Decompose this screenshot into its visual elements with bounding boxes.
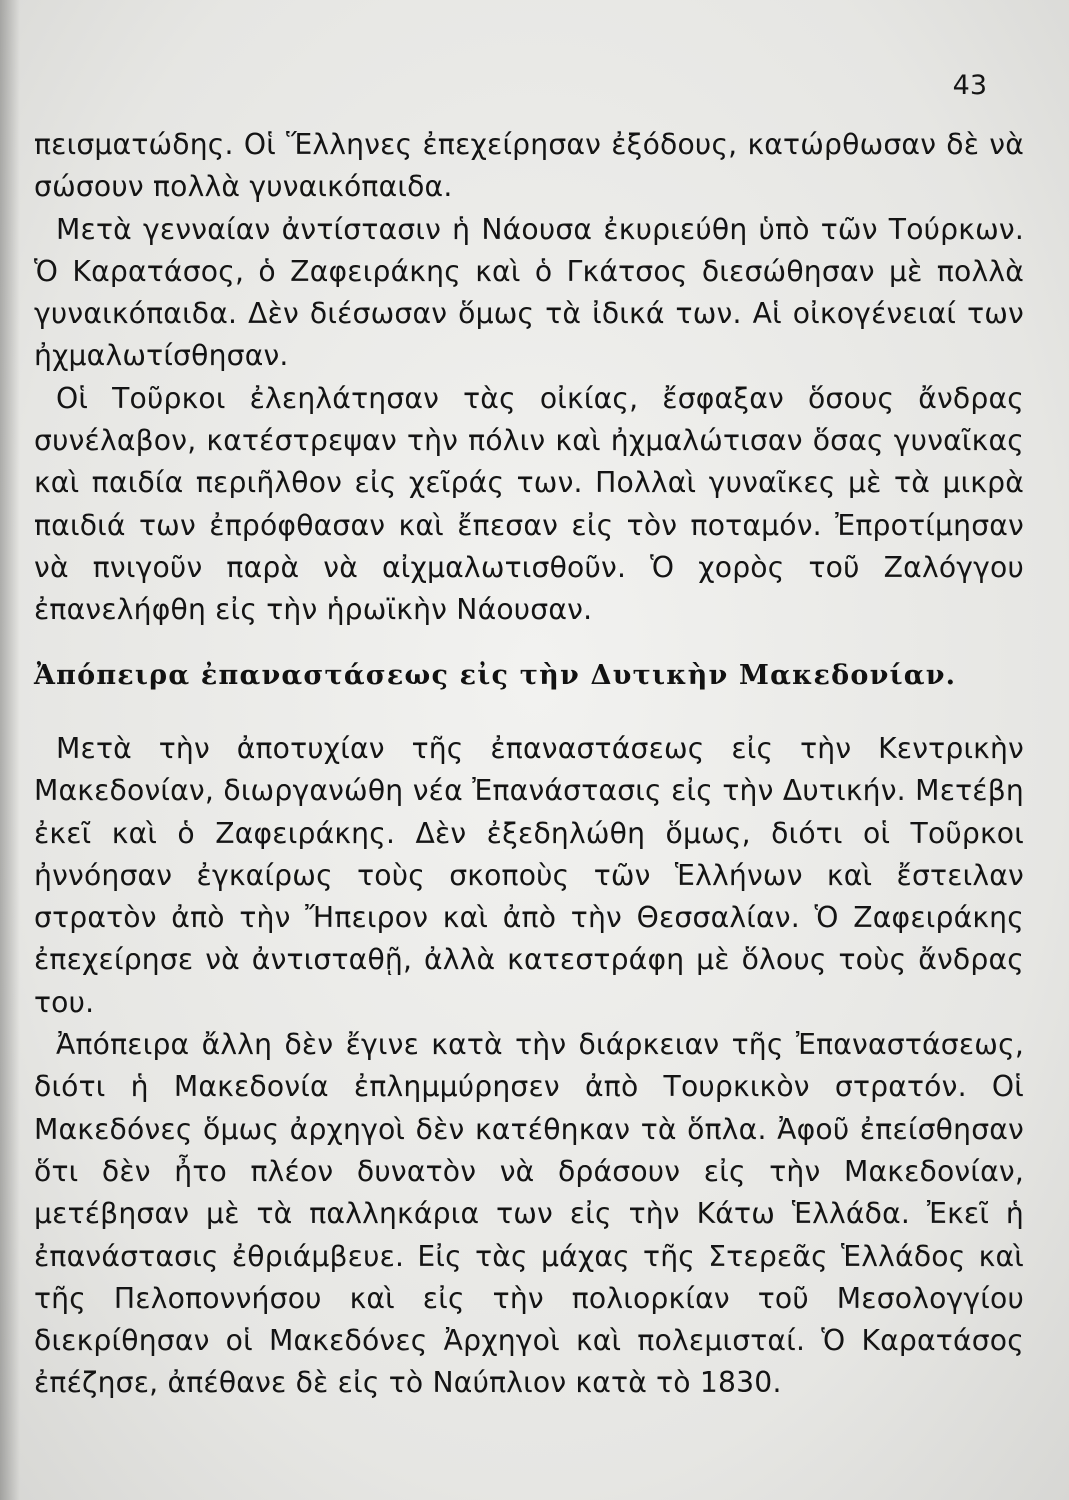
text-block-western-macedonia <box>34 728 1024 1405</box>
section-heading: Ἀπόπειρα ἐπαναστάσεως εἰς τὴν Δυτικὴν Μακεδονίαν. <box>34 660 957 691</box>
text-block-naousa <box>34 124 1024 632</box>
paragraph: Μετὰ γενναίαν ἀντίστασιν ἡ Νάουσα ἐκυριεύθη ὑπὸ τῶν Τούρκων. Ὁ Καρατάσος, ὁ Ζαφειράκης καὶ ὁ Γκάτσος διεσώθησαν μὲ πολλὰ γυναικόπαιδα. Δὲν διέσωσαν ὅμως τὰ ἰδικά των. Αἱ οἰκογένειαί των ἠχμαλωτίσθησαν. <box>34 212 1024 373</box>
paragraph: Μετὰ τὴν ἀποτυχίαν τῆς ἐπαναστάσεως εἰς τὴν Κεντρικὴν Μακεδονίαν, διωργανώθη νέα Ἐπανάστασις εἰς τὴν Δυτικήν. Μετέβη ἐκεῖ καὶ ὁ Ζαφειράκης. Δὲν ἐξεδηλώθη ὅμως, διότι οἱ Τοῦρκοι ἠννόησαν ἐγκαίρως τοὺς σκοποὺς τῶν Ἑλλήνων καὶ ἔστειλαν στρατὸν ἀπὸ τὴν Ἤπειρον καὶ ἀπὸ τὴν Θεσσαλίαν. Ὁ Ζαφειράκης ἐπεχείρησε νὰ ἀντισταθῇ, ἀλλὰ κατεστράφη μὲ ὅλους τοὺς ἄνδρας του. <box>34 732 1024 1019</box>
paragraph: Οἱ Τοῦρκοι ἐλεηλάτησαν τὰς οἰκίας, ἔσφαξαν ὅσους ἄνδρας συνέλαβον, κατέστρεψαν τὴν πόλιν καὶ ἠχμαλώτισαν ὅσας γυναῖκας καὶ παιδία περιῆλθον εἰς χεῖράς των. Πολλαὶ γυναῖκες μὲ τὰ μικρὰ παιδιά των ἐπρόφθασαν καὶ ἔπεσαν εἰς τὸν ποταμόν. Ἐπροτίμησαν νὰ πνιγοῦν παρὰ νὰ αἰχμαλωτισθοῦν. Ὁ χορὸς τοῦ Ζαλόγγου ἐπανελήφθη εἰς τὴν ἡρωϊκὴν Νάουσαν. <box>34 381 1024 627</box>
page-number: 43 <box>952 70 987 101</box>
page-edge-shadow <box>0 0 20 1500</box>
paragraph: πεισματώδης. Οἱ Ἕλληνες ἐπεχείρησαν ἐξόδους, κατώρθωσαν δὲ νὰ σώσουν πολλὰ γυναικόπαιδα. <box>34 128 1024 204</box>
paragraph: Ἀπόπειρα ἄλλη δὲν ἔγινε κατὰ τὴν διάρκειαν τῆς Ἐπαναστάσεως, διότι ἡ Μακεδονία ἐπλημμύρησεν ἀπὸ Τουρκικὸν στρατόν. Οἱ Μακεδόνες ὅμως ἀρχηγοὶ δὲν κατέθηκαν τὰ ὅπλα. Ἀφοῦ ἐπείσθησαν ὅτι δὲν ἦτο πλέον δυνατὸν νὰ δράσουν εἰς τὴν Μακεδονίαν, μετέβησαν μὲ τὰ παλληκάρια των εἰς τὴν Κάτω Ἑλλάδα. Ἐκεῖ ἡ ἐπανάστασις ἐθριάμβευε. Εἰς τὰς μάχας τῆς Στερεᾶς Ἑλλάδος καὶ τῆς Πελοποννήσου καὶ εἰς τὴν πολιορκίαν τοῦ Μεσολογγίου διεκρίθησαν οἱ Μακεδόνες Ἀρχηγοὶ καὶ πολεμισταί. Ὁ Καρατάσος ἐπέζησε, ἀπέθανε δὲ εἰς τὸ Ναύπλιον κατὰ τὸ 1830. <box>34 1028 1024 1400</box>
